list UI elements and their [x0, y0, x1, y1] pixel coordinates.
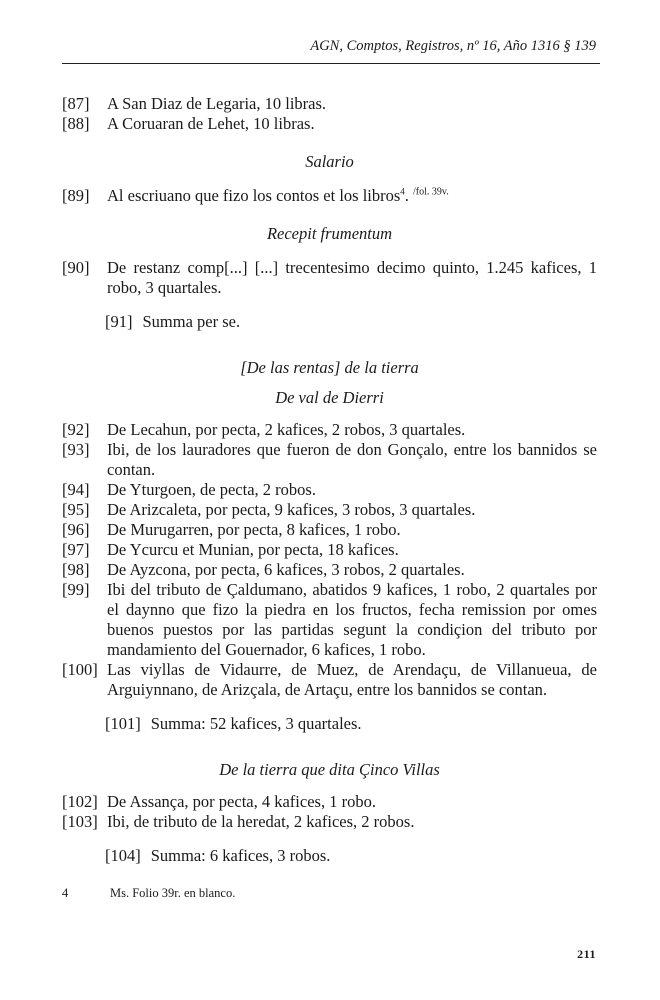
entry-87 [62, 94, 597, 114]
section-heading-recepit: Recepit frumentum [266, 224, 393, 243]
entry-number: [90] [62, 258, 90, 277]
entry-text-main: Al escriuano que fizo los contos et los libros [107, 186, 401, 205]
entry-text: De Assança, por pecta, 4 kafices, 1 robo. [107, 792, 376, 811]
entry-95 [62, 500, 597, 520]
section-heading-dierri: De val de Dierri [275, 388, 384, 407]
entry-number: [104] [105, 846, 141, 865]
entry-number: [96] [62, 520, 90, 539]
entry-text: A Coruaran de Lehet, 10 libras. [107, 114, 315, 133]
entry-103 [62, 812, 597, 832]
entry-number: [100] [62, 660, 98, 679]
entry-93 [62, 440, 597, 480]
entry-102 [62, 792, 597, 812]
entry-text: De Arizcaleta, por pecta, 9 kafices, 3 robos, 3 quartales. [107, 500, 476, 519]
entry-text: De Lecahun, por pecta, 2 kafices, 2 robos, 3 quartales. [107, 420, 466, 439]
entry-number: [101] [105, 714, 141, 733]
entry-text: Ibi, de tributo de la heredat, 2 kafices, 2 robos. [107, 812, 415, 831]
entry-text: De Ycurcu et Munian, por pecta, 18 kafices. [107, 540, 399, 559]
entry-text-after: . [404, 186, 414, 205]
entry-number: [102] [62, 792, 98, 811]
entry-100 [62, 660, 597, 700]
entry-text [107, 186, 597, 206]
entry-text: De Murugarren, por pecta, 8 kafices, 1 robo. [107, 520, 401, 539]
entry-88 [62, 114, 597, 134]
section-heading-rentas: [De las rentas] de la tierra [240, 358, 419, 377]
header-rule [62, 63, 600, 64]
entry-104 [62, 846, 597, 866]
entry-101 [62, 714, 597, 734]
summa-text: Summa: 52 kafices, 3 quartales. [150, 714, 362, 733]
entry-number: [95] [62, 500, 90, 519]
entry-number: [98] [62, 560, 90, 579]
section-heading-cinco-villas: De la tierra que dita Çinco Villas [219, 760, 440, 779]
entry-96 [62, 520, 597, 540]
entry-number: [99] [62, 580, 90, 599]
entry-number: [92] [62, 420, 90, 439]
footnote-text: Ms. Folio 39r. en blanco. [110, 886, 236, 900]
entry-text: Ibi, de los lauradores que fueron de don Gonçalo, entre los bannidos se contan. [107, 440, 597, 479]
entry-number: [87] [62, 94, 90, 113]
entry-text: Las viyllas de Vidaurre, de Muez, de Arendaçu, de Villanueua, de Arguiynnano, de Arizçala, de Artaçu, entre los bannidos se contan. [107, 660, 597, 699]
entry-number: [93] [62, 440, 90, 459]
document-body [62, 94, 597, 866]
footnote-ref: 4 [400, 186, 405, 197]
entry-text: De restanz comp[...] [...] trecentesimo decimo quinto, 1.245 kafices, 1 robo, 3 quartales. [107, 258, 597, 297]
footnote-number: 4 [62, 886, 69, 900]
folio-marker: /fol. 39v. [413, 186, 449, 198]
running-head: AGN, Comptos, Registros, nº 16, Año 1316 § 139 [310, 38, 596, 54]
entry-text: A San Diaz de Legaria, 10 libras. [107, 94, 327, 113]
footnote [62, 886, 235, 901]
entry-number: [103] [62, 812, 98, 831]
entry-text: Ibi del tributo de Çaldumano, abatidos 9 kafices, 1 robo, 2 quartales por el daynno que fizo la piedra en los fructos, fecha remission por omes buenos puestos por las partidas segunt la condiçion del tributo por mandamiento del Gouernador, 6 kafices, 1 robo. [107, 580, 597, 659]
summa-text: Summa: 6 kafices, 3 robos. [150, 846, 331, 865]
entry-text: De Ayzcona, por pecta, 6 kafices, 3 robos, 2 quartales. [107, 560, 465, 579]
entry-number: [94] [62, 480, 90, 499]
summa-text: Summa per se. [142, 312, 241, 331]
entry-90 [62, 258, 597, 298]
entry-94 [62, 480, 597, 500]
entry-99 [62, 580, 597, 660]
entry-number: [91] [105, 312, 133, 331]
section-heading-salario: Salario [305, 152, 354, 171]
entry-number: [97] [62, 540, 90, 559]
entry-89 [62, 186, 597, 206]
entry-number: [88] [62, 114, 90, 133]
entry-number: [89] [62, 186, 90, 205]
entry-91 [62, 312, 597, 332]
entry-92 [62, 420, 597, 440]
entry-text: De Yturgoen, de pecta, 2 robos. [107, 480, 316, 499]
entry-97 [62, 540, 597, 560]
entry-98 [62, 560, 597, 580]
page-number: 211 [577, 947, 596, 961]
